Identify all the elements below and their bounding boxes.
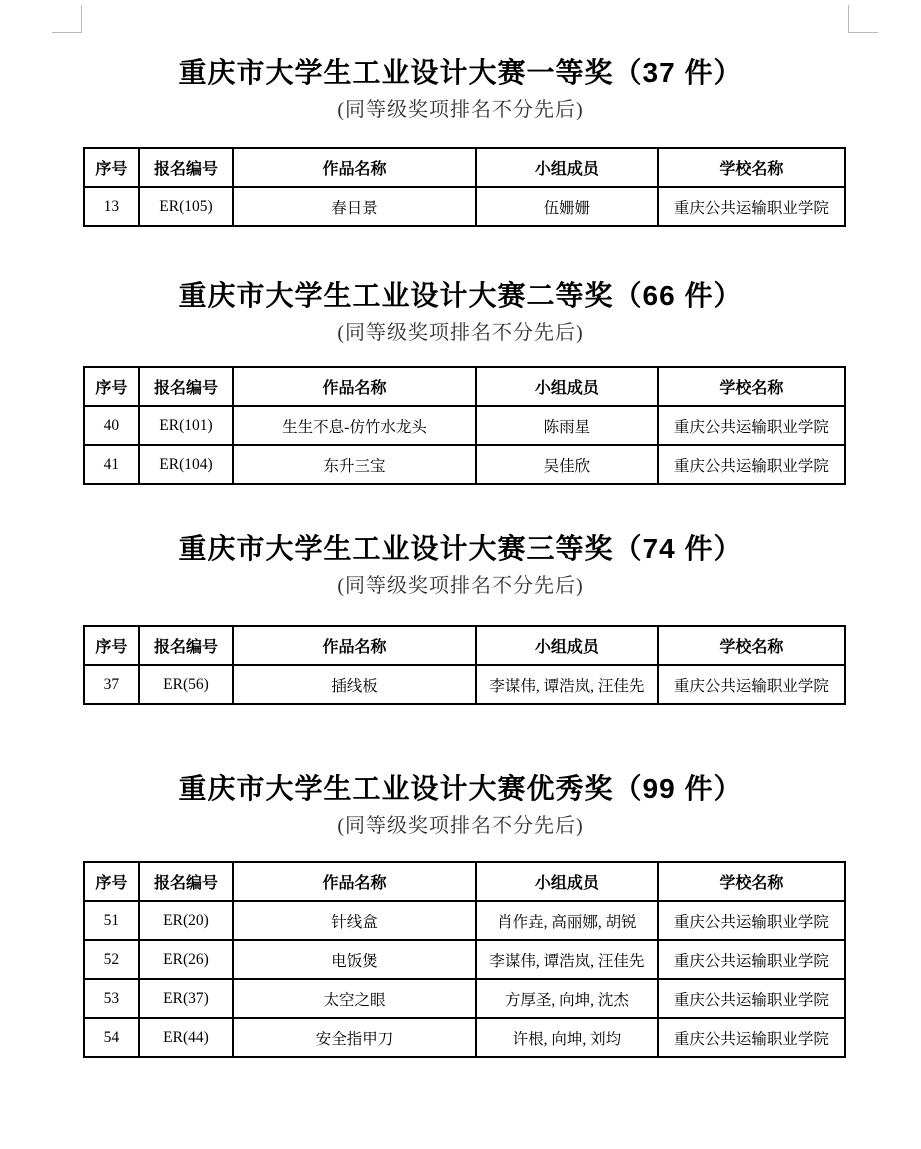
table-cell: 插线板 <box>233 665 476 704</box>
section-subtitle: (同等级奖项排名不分先后) <box>337 322 584 344</box>
column-header-index: 序号 <box>84 626 139 665</box>
table-header-row <box>84 862 845 901</box>
column-header-team-members: 小组成员 <box>476 148 658 187</box>
table-cell: 李谋伟, 谭浩岚, 汪佳先 <box>476 665 658 704</box>
table-cell: 李谋伟, 谭浩岚, 汪佳先 <box>476 940 658 979</box>
column-header-school-name: 学校名称 <box>658 626 845 665</box>
column-header-registration-no: 报名编号 <box>139 626 233 665</box>
table-row <box>84 979 845 1018</box>
table-cell: 41 <box>84 445 139 484</box>
column-header-registration-no: 报名编号 <box>139 148 233 187</box>
table-cell: ER(104) <box>139 445 233 484</box>
table-cell: 54 <box>84 1018 139 1057</box>
award-section-third-prize <box>0 531 921 705</box>
table-cell: 吴佳欣 <box>476 445 658 484</box>
table-cell: 37 <box>84 665 139 704</box>
page-corner-mark-left <box>52 5 82 33</box>
table-cell: 太空之眼 <box>233 979 476 1018</box>
table-cell: ER(37) <box>139 979 233 1018</box>
table-cell: 重庆公共运输职业学院 <box>658 187 845 226</box>
column-header-team-members: 小组成员 <box>476 862 658 901</box>
table-header-row <box>84 148 845 187</box>
section-title: 重庆市大学生工业设计大赛一等奖（37 件） <box>178 57 743 88</box>
table-row <box>84 406 845 445</box>
table-cell: 安全指甲刀 <box>233 1018 476 1057</box>
column-header-work-name: 作品名称 <box>233 148 476 187</box>
table-cell: 伍姗姗 <box>476 187 658 226</box>
section-title: 重庆市大学生工业设计大赛优秀奖（99 件） <box>178 773 743 804</box>
table-row <box>84 445 845 484</box>
table-cell: 重庆公共运输职业学院 <box>658 406 845 445</box>
awards-table <box>83 147 846 227</box>
table-cell: 重庆公共运输职业学院 <box>658 665 845 704</box>
table-header-row <box>84 626 845 665</box>
table-cell: 生生不息-仿竹水龙头 <box>233 406 476 445</box>
table-cell: 重庆公共运输职业学院 <box>658 940 845 979</box>
column-header-work-name: 作品名称 <box>233 626 476 665</box>
table-cell: 53 <box>84 979 139 1018</box>
table-cell: 重庆公共运输职业学院 <box>658 445 845 484</box>
table-cell: 针线盒 <box>233 901 476 940</box>
table-cell: 13 <box>84 187 139 226</box>
award-section-excellence-prize <box>0 771 921 1058</box>
table-row <box>84 187 845 226</box>
table-cell: ER(56) <box>139 665 233 704</box>
section-subtitle: (同等级奖项排名不分先后) <box>337 575 584 597</box>
table-row <box>84 665 845 704</box>
section-title: 重庆市大学生工业设计大赛二等奖（66 件） <box>178 280 743 311</box>
column-header-registration-no: 报名编号 <box>139 862 233 901</box>
column-header-team-members: 小组成员 <box>476 367 658 406</box>
column-header-index: 序号 <box>84 148 139 187</box>
column-header-work-name: 作品名称 <box>233 367 476 406</box>
table-cell: 东升三宝 <box>233 445 476 484</box>
table-cell: 电饭煲 <box>233 940 476 979</box>
table-cell: 重庆公共运输职业学院 <box>658 1018 845 1057</box>
table-cell: ER(101) <box>139 406 233 445</box>
table-cell: 51 <box>84 901 139 940</box>
table-cell: 方厚圣, 向坤, 沈杰 <box>476 979 658 1018</box>
section-subtitle: (同等级奖项排名不分先后) <box>337 815 584 837</box>
table-cell: 重庆公共运输职业学院 <box>658 979 845 1018</box>
table-row <box>84 901 845 940</box>
table-cell: ER(105) <box>139 187 233 226</box>
award-section-second-prize <box>0 278 921 485</box>
table-cell: ER(44) <box>139 1018 233 1057</box>
column-header-school-name: 学校名称 <box>658 367 845 406</box>
awards-table <box>83 861 846 1058</box>
table-cell: 52 <box>84 940 139 979</box>
column-header-school-name: 学校名称 <box>658 862 845 901</box>
section-subtitle: (同等级奖项排名不分先后) <box>337 99 584 121</box>
table-cell: 重庆公共运输职业学院 <box>658 901 845 940</box>
column-header-registration-no: 报名编号 <box>139 367 233 406</box>
awards-table <box>83 366 846 485</box>
table-cell: 肖作垚, 高丽娜, 胡锐 <box>476 901 658 940</box>
page-corner-mark-right <box>848 5 878 33</box>
table-cell: 春日景 <box>233 187 476 226</box>
table-row <box>84 940 845 979</box>
column-header-school-name: 学校名称 <box>658 148 845 187</box>
column-header-index: 序号 <box>84 862 139 901</box>
table-cell: 许根, 向坤, 刘均 <box>476 1018 658 1057</box>
table-cell: 陈雨星 <box>476 406 658 445</box>
table-row <box>84 1018 845 1057</box>
table-cell: 40 <box>84 406 139 445</box>
table-header-row <box>84 367 845 406</box>
award-section-first-prize <box>0 55 921 227</box>
column-header-index: 序号 <box>84 367 139 406</box>
column-header-work-name: 作品名称 <box>233 862 476 901</box>
section-title: 重庆市大学生工业设计大赛三等奖（74 件） <box>178 533 743 564</box>
column-header-team-members: 小组成员 <box>476 626 658 665</box>
table-cell: ER(20) <box>139 901 233 940</box>
table-cell: ER(26) <box>139 940 233 979</box>
awards-table <box>83 625 846 705</box>
